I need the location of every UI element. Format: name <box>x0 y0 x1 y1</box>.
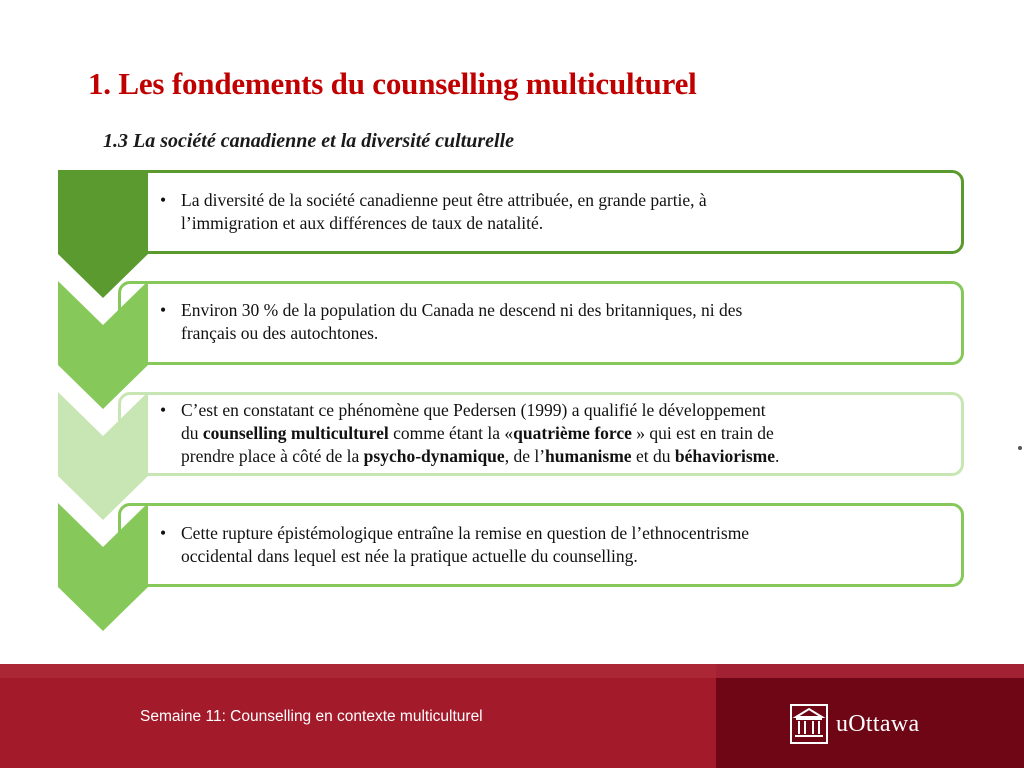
bullet-item-3 <box>160 399 960 468</box>
text-span: comme étant la « <box>388 423 514 443</box>
text-span: , de l’ <box>504 446 546 466</box>
footer-bar <box>0 664 1024 768</box>
slide-title: 1. Les fondements du counselling multiculturel <box>88 66 697 101</box>
footer-top-stripe <box>0 664 1024 678</box>
bullet-3-line-1: • C’est en constatant ce phénomène que Pedersen (1999) a qualifié le développement <box>181 400 766 420</box>
bullet-2-line-2: français ou des autochtones. <box>181 323 379 343</box>
bullet-item-1 <box>160 189 960 235</box>
bullet-1-line-2: l’immigration et aux différences de taux de natalité. <box>181 213 544 233</box>
footer-course-label: Semaine 11: Counselling en contexte multiculturel <box>140 708 483 725</box>
bullet-item-4 <box>160 522 960 568</box>
bullet-item-2 <box>160 299 960 345</box>
chevron-3-icon <box>58 392 148 520</box>
building-columns-icon <box>790 704 828 744</box>
emphasis-humanisme: humanisme <box>545 446 632 466</box>
text-span: et du <box>631 446 675 466</box>
text-span: » qui est en train de <box>631 423 774 443</box>
bullet-4-line-1: • Cette rupture épistémologique entraîne la remise en question de l’ethnocentrisme <box>181 523 750 543</box>
bullet-3-line-2 <box>181 422 960 445</box>
bullet-3-line-3 <box>181 445 960 468</box>
bullet-2-line-1: • Environ 30 % de la population du Canada ne descend ni des britanniques, ni des <box>181 300 743 320</box>
text-span: prendre place à côté de la <box>181 446 364 466</box>
text-span: . <box>774 446 780 466</box>
emphasis-behaviorisme: béhaviorisme <box>674 446 775 466</box>
chevron-4-icon <box>58 503 148 631</box>
slide-subtitle: 1.3 La société canadienne et la diversité culturelle <box>103 130 515 152</box>
emphasis-psycho-dynamique: psycho-dynamique <box>363 446 505 466</box>
bullet-1-line-1: • La diversité de la société canadienne peut être attribuée, en grande partie, à <box>181 190 707 210</box>
edge-dot <box>1018 446 1022 450</box>
bullet-4-line-2: occidental dans lequel est née la pratique actuelle du counselling. <box>181 546 638 566</box>
emphasis-quatrieme-force: quatrième force <box>513 423 632 443</box>
emphasis-counselling-multiculturel: counselling multiculturel <box>202 423 389 443</box>
logo-wordmark: uOttawa <box>836 710 920 737</box>
uottawa-logo <box>790 702 919 746</box>
chevron-1-icon <box>58 170 148 298</box>
text-span: du <box>181 423 203 443</box>
chevron-2-icon <box>58 281 148 409</box>
